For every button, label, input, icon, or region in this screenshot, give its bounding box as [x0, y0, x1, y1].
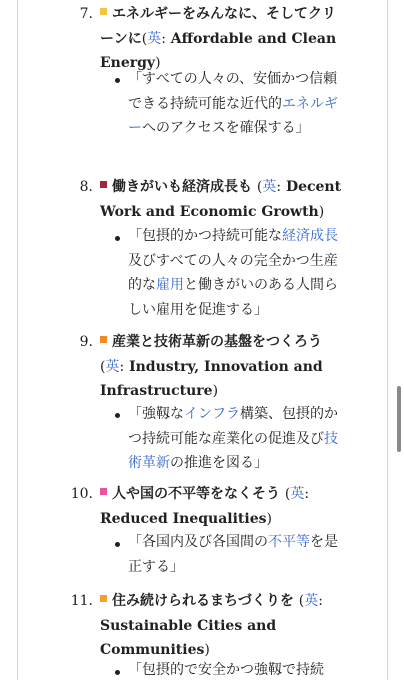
goal-number: 7.: [79, 6, 93, 22]
desc-text: 「強靱な: [128, 406, 184, 422]
goal-number: 10.: [70, 486, 93, 502]
desc-text: と働きがいのある人間らしい雇用を促進する」: [128, 277, 338, 318]
goal-title: [100, 2, 344, 76]
bullet-icon: [115, 542, 120, 547]
goal-title-ja: エネルギーをみんなに、そしてクリーンに: [100, 6, 336, 47]
goal-description: [128, 658, 338, 683]
desc-link[interactable]: 経済成長: [282, 228, 338, 244]
desc-link[interactable]: 不平等: [268, 534, 310, 550]
desc-text: 「包摂的で安全かつ強靱で持続: [128, 662, 324, 678]
close-paren: ): [204, 642, 210, 658]
goal-description: [128, 67, 338, 141]
open-paren: (: [298, 593, 305, 609]
open-paren: (: [284, 486, 291, 502]
goal-description: [128, 402, 338, 476]
desc-link[interactable]: エネルギー: [128, 95, 338, 136]
colon: :: [276, 179, 282, 195]
close-paren: ): [266, 510, 272, 527]
open-paren: (: [100, 358, 106, 375]
close-paren: ): [318, 203, 325, 220]
desc-text: 「包摂的かつ持続可能な: [128, 228, 282, 244]
english-link[interactable]: 英: [105, 358, 120, 375]
goal-title: [100, 482, 344, 531]
goal-color-square: [100, 181, 107, 188]
bullet-icon: [115, 78, 120, 83]
goal-title-ja: 働きがいも経済成長も: [112, 179, 252, 195]
goal-description: [128, 530, 338, 579]
desc-text: の推進を図る」: [170, 455, 268, 471]
colon: :: [119, 358, 125, 375]
goal-title: [100, 175, 344, 224]
goal-title-en: Affordable and Clean Energy: [100, 30, 337, 71]
bullet-icon: [115, 670, 120, 675]
desc-text: へのアクセスを確保する」: [142, 120, 310, 136]
goal-title-en: Industry, Innovation and Infrastructure: [100, 358, 323, 399]
english-link[interactable]: 英: [290, 486, 305, 502]
goal-description: [128, 224, 338, 322]
colon: :: [161, 30, 166, 47]
goal-title-ja: 住み続けられるまちづくりを: [112, 593, 294, 609]
desc-text: 及びすべての人々の完全かつ生産的な: [128, 252, 338, 293]
goal-color-square: [100, 595, 107, 602]
desc-text: を是正する」: [128, 534, 338, 575]
open-paren: (: [256, 179, 263, 195]
goal-title: [100, 589, 344, 663]
bullet-icon: [115, 413, 120, 418]
desc-link[interactable]: 雇用: [156, 277, 184, 293]
goal-color-square: [100, 488, 107, 495]
english-link[interactable]: 英: [304, 593, 319, 609]
colon: :: [304, 486, 310, 502]
close-paren: ): [155, 55, 161, 71]
english-link[interactable]: 英: [147, 30, 162, 47]
desc-link[interactable]: 技術革新: [128, 430, 338, 471]
desc-text: 「すべての人々の、安価かつ信頼できる持続可能な近代的: [128, 71, 338, 112]
goal-title-en: Reduced Inequalities: [100, 510, 267, 527]
goal-title-en: Decent Work and Economic Growth: [100, 179, 342, 220]
desc-text: 「各国内及び各国間の: [128, 534, 268, 550]
goal-color-square: [100, 8, 107, 15]
goal-title-ja: 産業と技術革新の基盤をつくろう: [112, 334, 322, 350]
english-link[interactable]: 英: [262, 179, 277, 195]
colon: :: [318, 593, 323, 609]
open-paren: (: [141, 30, 148, 47]
goal-number: 11.: [70, 593, 93, 609]
close-paren: ): [212, 383, 219, 399]
goal-number: 9.: [79, 334, 93, 350]
goal-color-square: [100, 336, 107, 343]
goal-title-en: Sustainable Cities and Communities: [100, 617, 277, 658]
goal-title: [100, 330, 344, 404]
bullet-icon: [115, 236, 120, 241]
desc-text: 構築、包摂的かつ持続可能な産業化の促進及び: [128, 406, 338, 447]
goal-number: 8.: [79, 179, 93, 195]
goal-title-ja: 人や国の不平等をなくそう: [112, 486, 280, 502]
desc-link[interactable]: インフラ: [184, 406, 240, 422]
